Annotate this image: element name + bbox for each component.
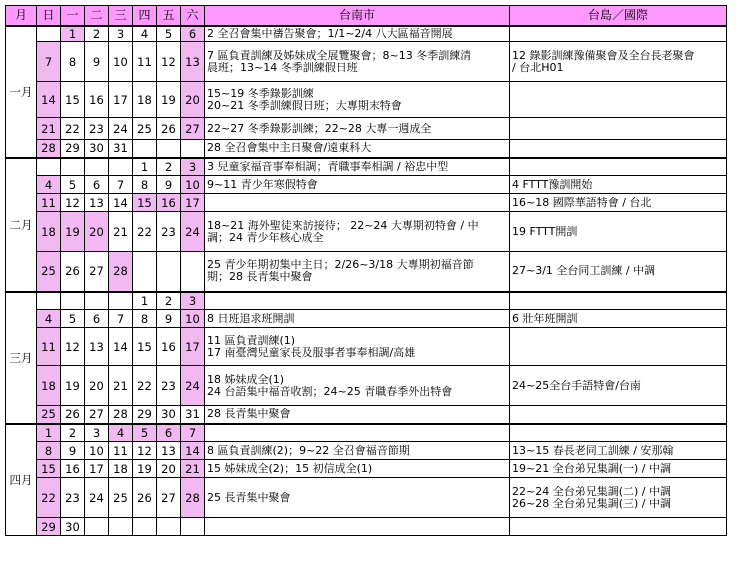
week-row [6,442,727,460]
day-cell: 26 [61,406,85,424]
day-cell: 16 [85,82,109,118]
week-row [6,212,727,252]
day-cell: 17 [181,328,205,366]
tainan-events [205,478,510,518]
day-cell: 24 [181,366,205,406]
week-row [6,406,727,424]
day-cell [157,252,181,292]
week-row [6,140,727,158]
day-cell: 10 [85,442,109,460]
day-cell: 16 [157,194,181,212]
taiwan-events [510,518,727,536]
day-cell: 13 [181,42,205,82]
taiwan-events [510,82,727,118]
day-cell: 15 [133,328,157,366]
day-cell [181,140,205,158]
tainan-events [205,328,510,366]
event-line: 15 姊妹成全(2)；15 初信成全(1) [207,462,373,475]
day-cell: 18 [109,460,133,478]
day-cell: 3 [109,26,133,42]
day-cell [85,158,109,176]
day-cell: 11 [37,194,61,212]
day-cell: 1 [37,424,61,442]
taiwan-events [510,176,727,194]
event-line: 27~3/1 全台同工訓練 / 中調 [512,265,656,278]
header-taiwan: 台島／國際 [510,6,727,26]
day-cell: 15 [133,194,157,212]
event-line: 11 區負責訓練(1) [207,334,296,347]
day-cell [37,158,61,176]
day-cell: 2 [85,26,109,42]
day-cell: 11 [133,42,157,82]
day-cell: 8 [133,176,157,194]
day-cell: 25 [37,406,61,424]
day-cell: 21 [109,366,133,406]
day-cell: 4 [133,26,157,42]
day-cell: 20 [157,460,181,478]
day-cell: 20 [85,212,109,252]
day-cell [85,292,109,310]
day-cell: 19 [61,212,85,252]
day-cell: 31 [181,406,205,424]
day-cell: 20 [85,366,109,406]
taiwan-events [510,406,727,424]
tainan-events [205,442,510,460]
tainan-events [205,310,510,328]
day-cell: 13 [157,442,181,460]
day-cell [61,158,85,176]
day-cell: 28 [109,252,133,292]
day-cell [133,518,157,536]
day-cell: 9 [85,42,109,82]
day-cell: 28 [37,140,61,158]
day-cell: 5 [157,26,181,42]
week-row [6,252,727,292]
day-cell: 15 [61,82,85,118]
day-cell [109,518,133,536]
day-cell: 7 [37,42,61,82]
day-cell: 6 [85,310,109,328]
event-line: 晨班；13~14 冬季訓練假日班 [207,61,358,74]
event-line: 20~21 冬季訓練假日班；大專期末特會 [207,99,402,112]
day-cell: 3 [181,158,205,176]
week-row [6,26,727,42]
day-cell: 14 [181,442,205,460]
tainan-events [205,292,510,310]
day-cell: 7 [109,176,133,194]
day-cell [37,26,61,42]
taiwan-events [510,42,727,82]
day-cell: 19 [61,366,85,406]
day-cell: 22 [61,118,85,140]
day-cell: 4 [37,310,61,328]
day-cell: 27 [157,478,181,518]
month-label: 四月 [6,424,37,536]
header-tainan: 台南市 [205,6,510,26]
day-cell: 14 [109,194,133,212]
day-cell [109,158,133,176]
day-cell: 14 [37,82,61,118]
day-cell: 9 [157,310,181,328]
week-row [6,82,727,118]
day-cell: 1 [133,292,157,310]
day-cell: 8 [133,310,157,328]
event-line: 18~21 海外聖徒來訪接待； 22~24 大專期初特會 / 中 [207,219,479,232]
week-row [6,42,727,82]
day-cell: 9 [157,176,181,194]
event-line: 12 錄影訓練豫備聚會及全台長老聚會 [512,49,695,62]
tainan-events [205,460,510,478]
day-cell: 5 [133,424,157,442]
tainan-events [205,252,510,292]
header-day-sat: 六 [181,6,205,26]
day-cell: 10 [181,176,205,194]
day-cell: 2 [157,158,181,176]
taiwan-events [510,310,727,328]
day-cell: 23 [157,366,181,406]
day-cell [61,292,85,310]
taiwan-events [510,460,727,478]
day-cell: 26 [157,118,181,140]
day-cell: 23 [157,212,181,252]
calendar-table [5,5,727,536]
day-cell [133,140,157,158]
event-line: 4 FTTT豫訓開始 [512,178,593,191]
header-day-wed: 三 [109,6,133,26]
day-cell: 17 [109,82,133,118]
tainan-events [205,424,510,442]
day-cell [37,292,61,310]
day-cell: 3 [181,292,205,310]
event-line: 8 區負責訓練(2)；9~22 全召會福音節期 [207,444,410,457]
day-cell: 5 [61,310,85,328]
event-line: / 台北H01 [512,61,564,74]
taiwan-events [510,26,727,42]
taiwan-events [510,366,727,406]
event-line: 19~21 全台弟兄集調(一) / 中調 [512,462,671,475]
day-cell [133,252,157,292]
day-cell: 12 [61,194,85,212]
day-cell: 17 [181,194,205,212]
day-cell: 26 [133,478,157,518]
day-cell: 18 [37,366,61,406]
month-label: 二月 [6,158,37,292]
day-cell: 24 [181,212,205,252]
tainan-events [205,406,510,424]
day-cell: 7 [109,310,133,328]
day-cell: 25 [109,478,133,518]
tainan-events [205,176,510,194]
event-line: 25 青少年期初集中主日；2/26~3/18 大專期初福音節 [207,259,474,272]
event-line: 9~11 青少年寒假特會 [207,178,318,191]
day-cell: 24 [109,118,133,140]
week-row [6,292,727,310]
taiwan-events [510,140,727,158]
tainan-events [205,82,510,118]
header-day-sun: 日 [37,6,61,26]
day-cell: 6 [85,176,109,194]
tainan-events [205,140,510,158]
tainan-events [205,118,510,140]
week-row [6,478,727,518]
taiwan-events [510,158,727,176]
day-cell: 11 [37,328,61,366]
day-cell: 29 [37,518,61,536]
tainan-events [205,366,510,406]
day-cell: 7 [181,424,205,442]
day-cell [109,292,133,310]
day-cell: 1 [61,26,85,42]
taiwan-events [510,292,727,310]
day-cell [157,140,181,158]
month-label: 一月 [6,26,37,158]
day-cell: 27 [85,252,109,292]
day-cell: 1 [133,158,157,176]
day-cell: 18 [133,82,157,118]
day-cell: 27 [181,118,205,140]
day-cell: 13 [85,328,109,366]
day-cell: 25 [37,252,61,292]
day-cell: 15 [37,460,61,478]
day-cell: 30 [157,406,181,424]
day-cell: 14 [109,328,133,366]
day-cell: 20 [181,82,205,118]
event-line: 24~25全台手語特會/台南 [512,379,641,392]
tainan-events [205,26,510,42]
day-cell: 10 [109,42,133,82]
day-cell: 4 [37,176,61,194]
taiwan-events [510,328,727,366]
tainan-events [205,158,510,176]
day-cell: 13 [85,194,109,212]
event-line: 13~15 春長老同工訓練 / 安那翰 [512,444,674,457]
day-cell: 21 [37,118,61,140]
day-cell: 24 [85,478,109,518]
header-day-mon: 一 [61,6,85,26]
day-cell: 12 [133,442,157,460]
tainan-events [205,42,510,82]
day-cell: 12 [157,42,181,82]
day-cell: 16 [61,460,85,478]
header-day-fri: 五 [157,6,181,26]
week-row [6,366,727,406]
event-line: 26~28 全台弟兄集調(三) / 中調 [512,497,671,510]
week-row [6,176,727,194]
week-row [6,424,727,442]
day-cell: 4 [109,424,133,442]
day-cell: 3 [85,424,109,442]
day-cell: 6 [181,26,205,42]
event-line: 16~18 國際華語特會 / 台北 [512,196,652,209]
event-line: 15~19 冬季錄影訓練 [207,87,314,100]
taiwan-events [510,118,727,140]
week-row [6,460,727,478]
day-cell: 19 [157,82,181,118]
event-line: 6 壯年班開訓 [512,312,578,325]
week-row [6,194,727,212]
taiwan-events [510,442,727,460]
tainan-events [205,194,510,212]
tainan-events [205,518,510,536]
event-line: 22~24 全台弟兄集調(二) / 中調 [512,485,671,498]
taiwan-events [510,194,727,212]
event-line: 28 長青集中聚會 [207,408,291,421]
day-cell: 18 [37,212,61,252]
day-cell: 21 [109,212,133,252]
day-cell: 23 [85,118,109,140]
day-cell: 6 [157,424,181,442]
tainan-events [205,212,510,252]
header-day-tue: 二 [85,6,109,26]
event-line: 期；28 長青集中聚會 [207,271,313,284]
day-cell: 16 [157,328,181,366]
day-cell: 21 [181,460,205,478]
taiwan-events [510,424,727,442]
day-cell: 30 [85,140,109,158]
day-cell: 19 [133,460,157,478]
day-cell [85,518,109,536]
day-cell: 12 [61,328,85,366]
day-cell: 29 [61,140,85,158]
day-cell: 10 [181,310,205,328]
week-row [6,518,727,536]
event-line: 28 全召會集中主日聚會/遠東科大 [207,142,372,155]
day-cell: 31 [109,140,133,158]
week-row [6,310,727,328]
event-line: 3 兒童家福音事奉相調；青職事奉相調 / 裕忠中型 [207,160,449,173]
event-line: 18 姊妹成全(1) [207,373,285,386]
taiwan-events [510,212,727,252]
day-cell: 25 [133,118,157,140]
event-line: 25 長青集中聚會 [207,491,291,504]
event-line: 17 南臺灣兒童家長及服事者事奉相調/高雄 [207,346,416,359]
day-cell: 8 [37,442,61,460]
day-cell: 29 [133,406,157,424]
day-cell: 28 [109,406,133,424]
calendar-body [6,26,727,536]
day-cell: 22 [37,478,61,518]
day-cell: 30 [61,518,85,536]
day-cell: 5 [61,176,85,194]
day-cell: 11 [109,442,133,460]
taiwan-events [510,478,727,518]
day-cell: 2 [157,292,181,310]
day-cell: 27 [85,406,109,424]
day-cell: 28 [181,478,205,518]
day-cell [181,518,205,536]
week-row [6,118,727,140]
header-day-thu: 四 [133,6,157,26]
day-cell: 22 [133,212,157,252]
taiwan-events [510,252,727,292]
day-cell: 2 [61,424,85,442]
event-line: 19 FTTT開訓 [512,225,578,238]
event-line: 2 全召會集中禱告聚會；1/1~2/4 八大區福音開展 [207,27,453,40]
day-cell: 22 [133,366,157,406]
day-cell [157,518,181,536]
month-label: 三月 [6,292,37,424]
event-line: 22~27 冬季錄影訓練；22~28 大專一週成全 [207,122,432,135]
week-row [6,328,727,366]
event-line: 調；24 青少年核心成全 [207,231,324,244]
day-cell: 8 [61,42,85,82]
event-line: 24 台語集中福音收割；24~25 青職春季外出特會 [207,385,453,398]
header-month: 月 [6,6,37,26]
week-row [6,158,727,176]
day-cell: 17 [85,460,109,478]
day-cell: 26 [61,252,85,292]
event-line: 7 區負責訓練及姊妹成全展覽聚會；8~13 冬季訓練清 [207,49,472,62]
day-cell [181,252,205,292]
event-line: 8 日班追求班開訓 [207,312,295,325]
day-cell: 23 [61,478,85,518]
day-cell: 9 [61,442,85,460]
